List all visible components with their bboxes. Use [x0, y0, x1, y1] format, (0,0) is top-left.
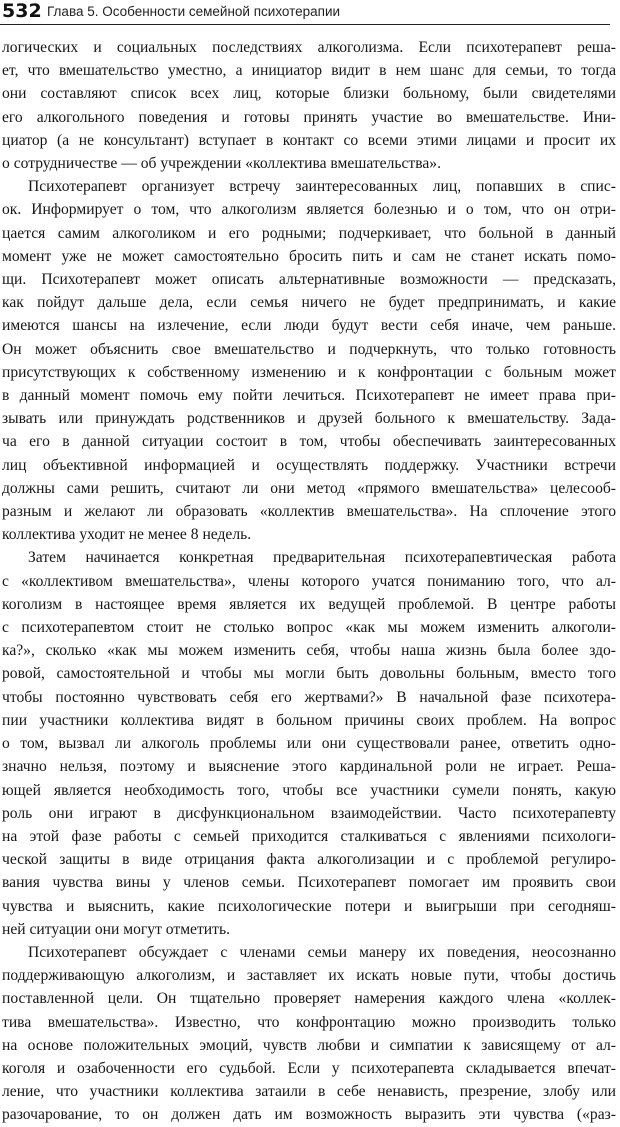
paragraph — [2, 546, 616, 940]
text-line: на основе положительных эмоций, чувств любви и симпатии к зависящему от ал- — [2, 1036, 616, 1054]
text-line: с «коллективом вмешательства», члены которого учатся пониманию того, что ал- — [2, 572, 616, 590]
text-line: значно нельзя, поэтому и выяснение этого кардинальной роли не играет. Реша- — [2, 758, 616, 776]
text-line: циатор (а не консультант) вступает в контакт со всеми этими лицами и просит их — [2, 131, 616, 149]
paragraph — [2, 941, 616, 1127]
text-line: Затем начинается конкретная предварительная психотерапевтическая работа — [28, 549, 616, 567]
text-line: разочарование, то он должен дать им возможность выразить эти чувства («раз- — [2, 1106, 616, 1124]
text-line: присутствующих к собственному изменению и к конфронтации с больным может — [2, 363, 616, 381]
text-line: щи. Психотерапевт может описать альтернативные возможности — предсказать, — [2, 271, 616, 289]
text-line: ческой защиты в виде отрицания факта алкоголизации и с проблемой регулиро- — [2, 851, 616, 869]
text-line: коголя и озабоченности его судьбой. Если у психотерапевта складывается впечат- — [2, 1059, 616, 1077]
text-line: должны сами решить, считают ли они метод «прямого вмешательства» целесооб- — [2, 479, 616, 497]
text-line: зывать или принуждать родственников и друзей больного к вмешательству. Зада- — [2, 410, 616, 428]
page-number: 532 — [2, 0, 42, 22]
text-line: ющей является необходимость того, чтобы все участники сумели понять, какую — [2, 781, 616, 799]
text-line: логических и социальных последствиях алкоголизма. Если психотерапевт реша- — [2, 39, 616, 56]
text-line: чтобы постоянно чувствовать себя его жертвами?» В начальной фазе психотера- — [2, 688, 616, 706]
text-line: ровой, самостоятельной и чтобы мы могли быть довольны больным, вместо того — [2, 665, 616, 683]
text-line: о сотрудничестве — об учреждении «коллектива вмешательства». — [2, 155, 441, 173]
text-line: как пойдут дальше дела, если семья ничего не будет предпринимать, и какие — [2, 294, 616, 312]
text-line: о том, вызвал ли алкоголь проблемы или они существовали ранее, ответить одно- — [2, 735, 616, 753]
text-line: Психотерапевт организует встречу заинтересованных лиц, попавших в спис- — [28, 178, 616, 196]
text-line: пии участники коллектива видят в больном причины своих проблем. На вопрос — [2, 711, 616, 729]
text-line: с психотерапевтом стоит не столько вопрос «как мы можем изменить алкоголи- — [2, 619, 616, 637]
text-line: коллектива уходит не менее 8 недель. — [2, 526, 252, 544]
running-head: Глава 5. Особенности семейной психотерапии — [47, 4, 341, 19]
text-line: имеются шансы на излечение, если люди будут вести себя иначе, чем раньше. — [2, 317, 616, 335]
page-header — [0, 0, 620, 26]
text-line: они составляют список всех лиц, которые близки больному, были свидетелями — [2, 85, 616, 103]
text-line: момент уже не может самостоятельно бросить пить и сам не станет искать помо- — [2, 247, 616, 265]
text-line: ка?», сколько «как мы можем изменить себя, чтобы наша жизнь была более здо- — [2, 642, 616, 660]
page-body — [2, 36, 616, 1127]
text-line: ление, что участники коллектива затаили в себе ненависть, презрение, злобу или — [2, 1083, 616, 1101]
paragraph — [2, 36, 616, 175]
text-line: лиц объективной информацией и осуществлять поддержку. Участники встречи — [2, 456, 616, 474]
header-rule — [0, 24, 610, 25]
text-line: ней ситуации они могут отметить. — [2, 920, 230, 938]
text-line: цается самим алкоголиком и его родными; подчеркивает, что больной в данный — [2, 224, 616, 242]
text-line: коголизм в настоящее время является их ведущей проблемой. В центре работы — [2, 595, 616, 613]
paragraph — [2, 175, 616, 546]
text-line: в данный момент помочь ему пойти лечиться. Психотерапевт не имеет права при- — [2, 387, 616, 405]
text-line: разным и желают ли образовать «коллектив вмешательства». На сплочение этого — [2, 503, 616, 521]
text-line: чувства и выяснить, какие психологические потери и выигрыши при сегодняш- — [2, 897, 616, 915]
text-line: Он может объяснить свое вмешательство и подчеркнуть, что только готовность — [2, 340, 616, 358]
text-line: ча его в данной ситуации состоит в том, чтобы обеспечивать заинтересованных — [2, 433, 616, 451]
text-line: поставленной цели. Он тщательно проверяет намерения каждого члена «коллек- — [2, 990, 616, 1008]
text-line: вания чувства вины у членов семьи. Психотерапевт помогает им проявить свои — [2, 874, 616, 892]
text-line: поддерживающую алкоголизм, и заставляет их искать новые пути, чтобы достичь — [2, 967, 616, 985]
text-line: его алкогольного поведения и готовы принять участие во вмешательстве. Ини- — [2, 108, 616, 126]
text-line: ет, что вмешательство уместно, а инициатор видит в нем шанс для семьи, то тогда — [2, 62, 616, 80]
text-line: роль они играют в дисфункциональном взаимодействии. Часто психотерапевту — [2, 804, 616, 822]
text-line: ок. Информирует о том, что алкоголизм является болезнью и о том, что он отри- — [2, 201, 616, 219]
text-line: на этой фазе работы с семьей приходится сталкиваться с явлениями психологи- — [2, 827, 616, 845]
text-line: тива вмешательства». Известно, что конфронтацию можно производить только — [2, 1013, 616, 1031]
text-line: Психотерапевт обсуждает с членами семьи манеру их поведения, неосознанно — [28, 943, 616, 961]
